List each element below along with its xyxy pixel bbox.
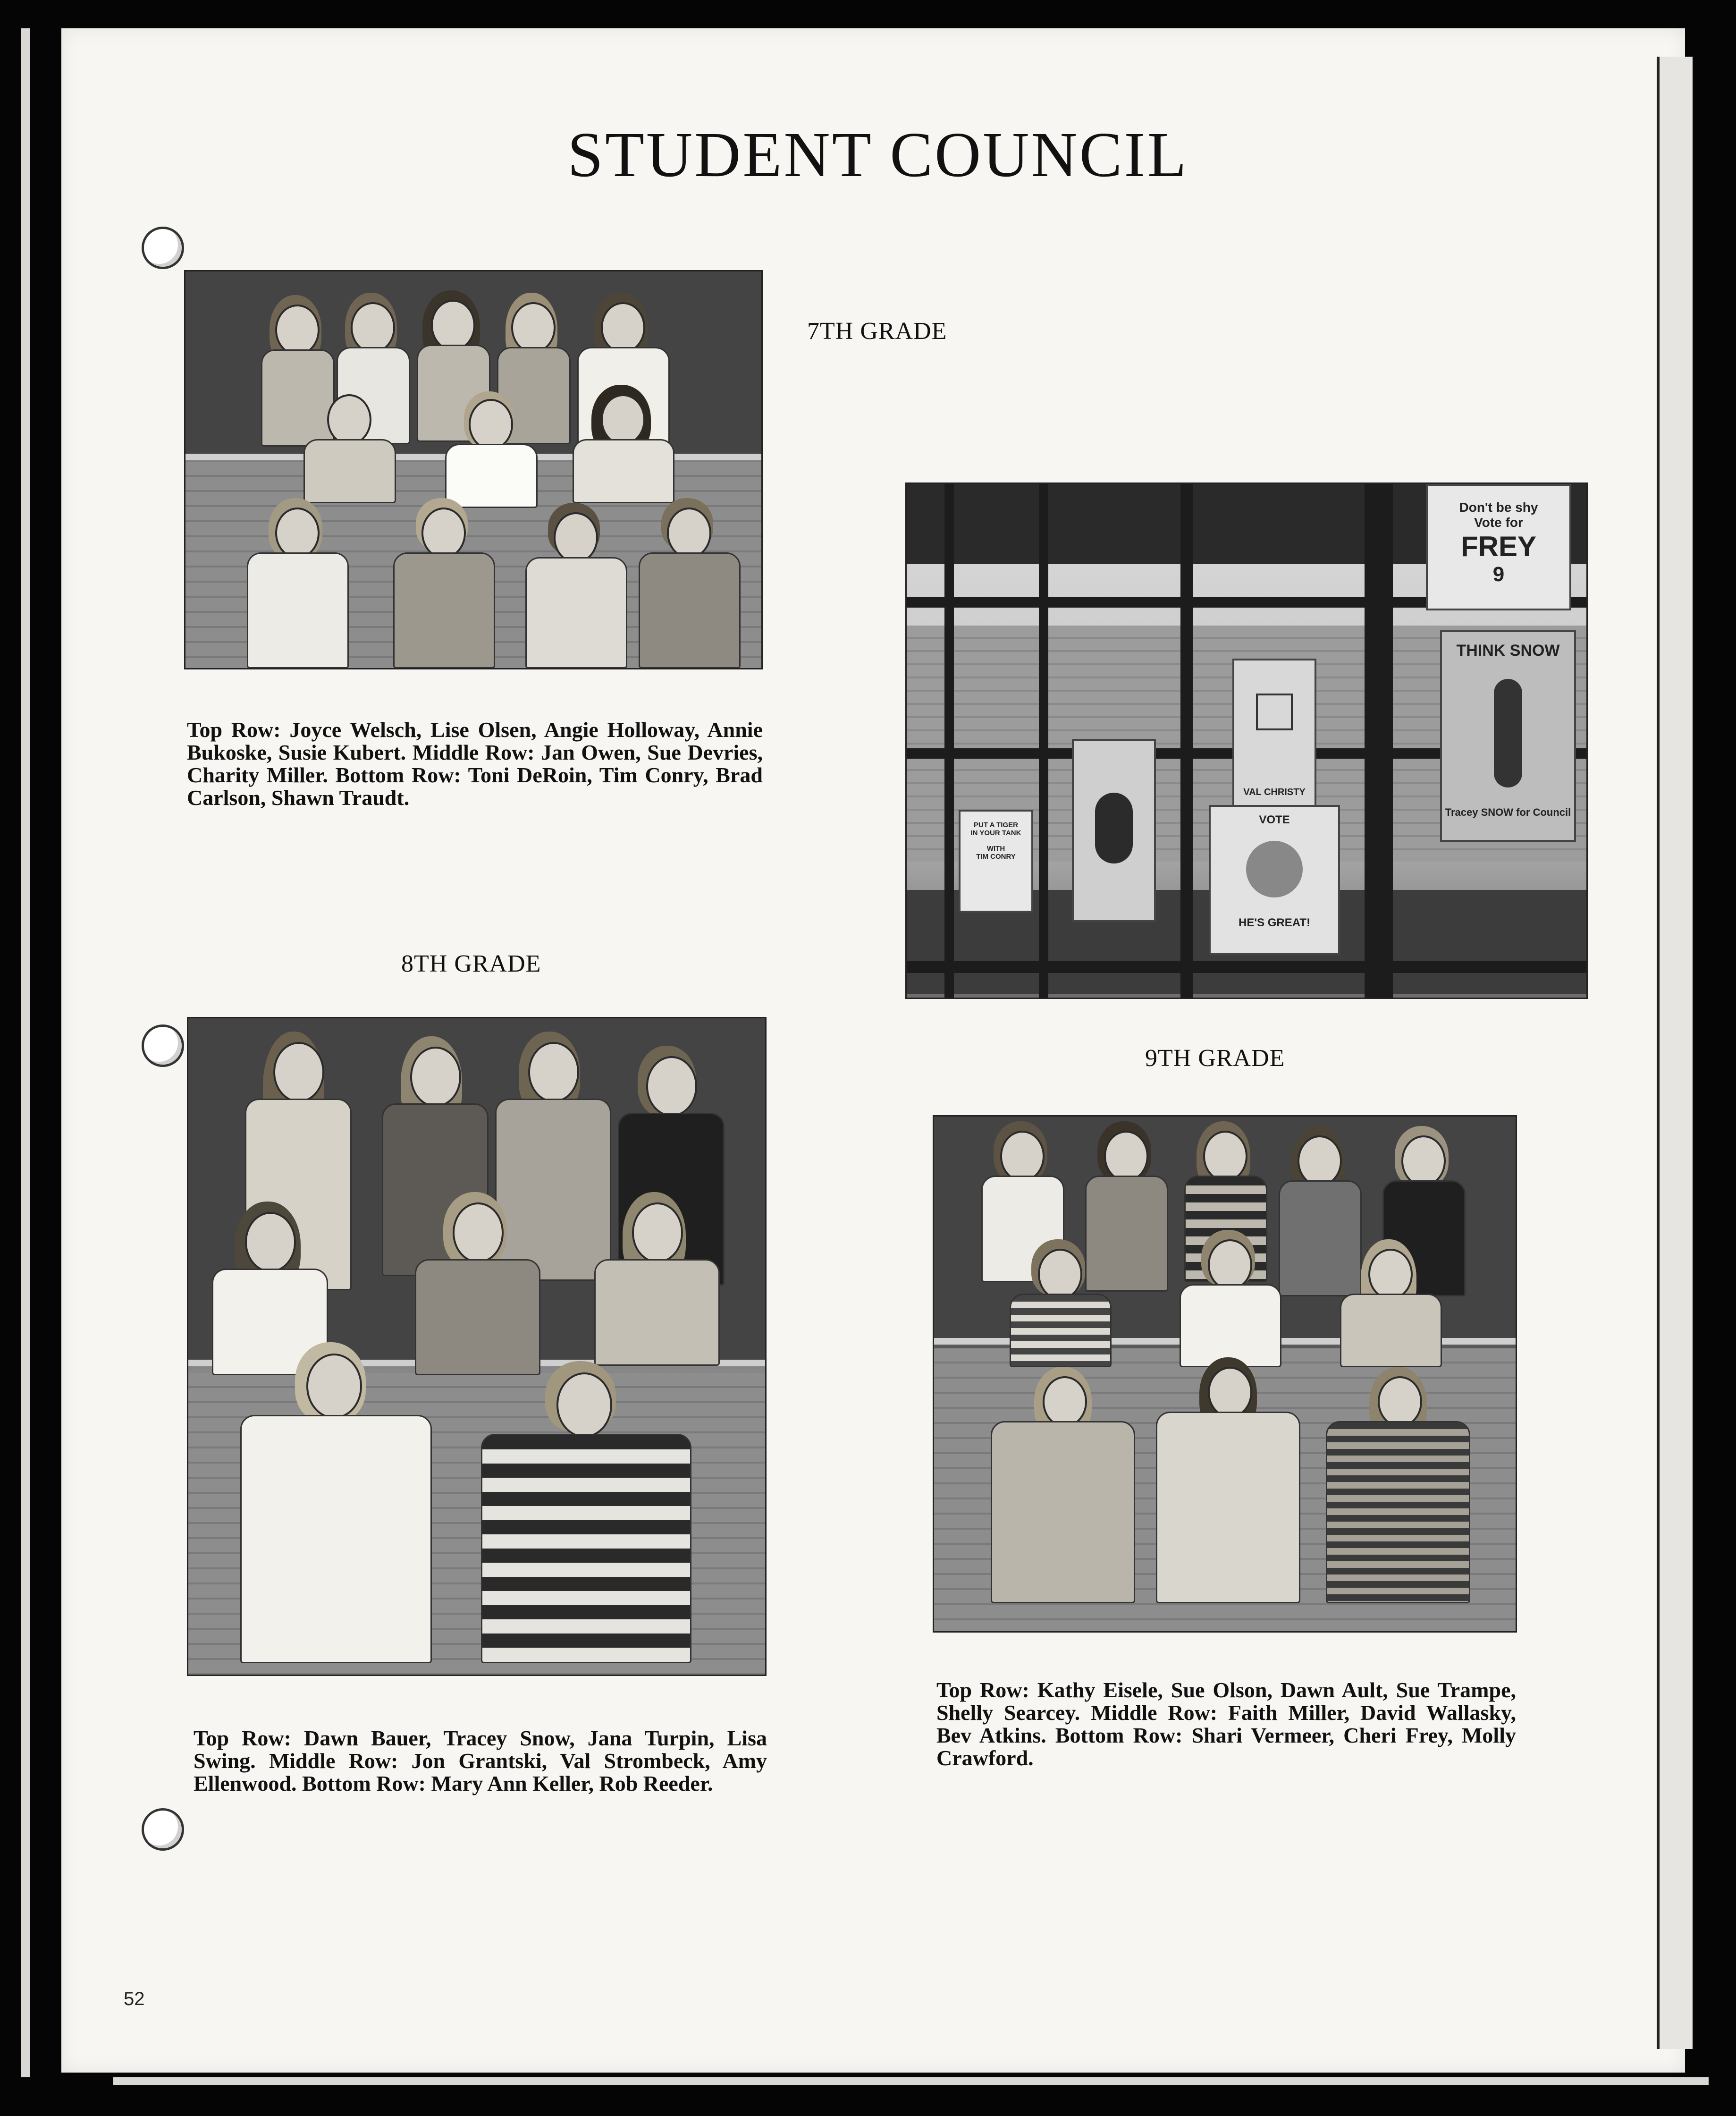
- mickey-mouse-drawing: [1095, 793, 1133, 863]
- binder-hole-bottom: [142, 1808, 184, 1851]
- poster-mickey: [1072, 739, 1156, 922]
- window-frame: [1039, 484, 1048, 998]
- grade8-caption: Top Row: Dawn Bauer, Tracey Snow, Jana Turpin, Lisa Swing. Middle Row: Jon Grantski, Val Strombeck, Amy Ellenwood. Bottom Row: Mary Ann Keller, Rob Reeder.: [194, 1726, 767, 1795]
- grade8-group-photo: [187, 1017, 767, 1676]
- poster-snow-heading: THINK SNOW: [1456, 642, 1560, 660]
- poster-vote-heading: VOTE: [1259, 813, 1290, 826]
- poster-vote-footer: HE'S GREAT!: [1239, 916, 1310, 929]
- grade7-group-photo: [184, 270, 763, 669]
- binder-hole-middle: [142, 1024, 184, 1067]
- poster-vote: [1209, 805, 1340, 955]
- page-bottom-edge: [113, 2077, 1709, 2085]
- grade9-caption: Top Row: Kathy Eisele, Sue Olson, Dawn Ault, Sue Trampe, Shelly Searcey. Middle Row: Faith Miller, David Wallasky, Bev Atkins. Bottom Row: Shari Vermeer, Cheri Frey, Molly Crawford.: [936, 1678, 1516, 1770]
- poster-tiger-line3: WITH: [986, 845, 1005, 853]
- poster-tiger-line2: IN YOUR TANK: [970, 829, 1021, 837]
- grade7-caption: Top Row: Joyce Welsch, Lise Olsen, Angie Holloway, Annie Bukoske, Susie Kubert. Middle Row: Jan Owen, Sue Devries, Charity Miller. Bottom Row: Toni DeRoin, Tim Conry, Brad Carlson, Shawn Traudt.: [187, 718, 763, 810]
- binder-hole-top: [142, 227, 184, 269]
- grade9-label: 9TH GRADE: [1145, 1045, 1285, 1072]
- window-frame: [944, 484, 954, 998]
- page-left-edge: [21, 28, 30, 2077]
- page-title: STUDENT COUNCIL: [567, 119, 1188, 190]
- mascot-drawing: [1246, 841, 1303, 897]
- poster-christy-name: VAL CHRISTY: [1243, 787, 1306, 797]
- snoopy-drawing: [1494, 679, 1522, 787]
- poster-tiger-line1: PUT A TIGER: [974, 821, 1018, 829]
- page-right-edge: [1657, 57, 1693, 2049]
- window-frame: [907, 961, 1586, 973]
- cube-drawing: [1256, 694, 1293, 730]
- poster-frey-name: FREY: [1460, 531, 1537, 562]
- poster-frey-line2: Vote for: [1474, 515, 1523, 530]
- poster-frey: [1426, 484, 1571, 610]
- grade7-label: 7TH GRADE: [807, 318, 947, 345]
- poster-tim-conry: [959, 810, 1033, 913]
- poster-frey-grade: 9: [1492, 563, 1505, 586]
- poster-val-christy: [1232, 659, 1316, 823]
- window-frame: [1365, 484, 1393, 998]
- campaign-posters-photo: [905, 482, 1588, 999]
- page-number: 52: [124, 1989, 145, 2009]
- poster-tiger-line4: TIM CONRY: [976, 853, 1016, 861]
- poster-frey-line1: Don't be shy: [1459, 500, 1538, 515]
- grade8-label: 8TH GRADE: [401, 950, 541, 977]
- poster-think-snow: [1440, 630, 1576, 842]
- grade9-group-photo: [933, 1115, 1517, 1633]
- poster-snow-footer: Tracey SNOW for Council: [1445, 806, 1571, 818]
- window-frame: [1180, 484, 1193, 998]
